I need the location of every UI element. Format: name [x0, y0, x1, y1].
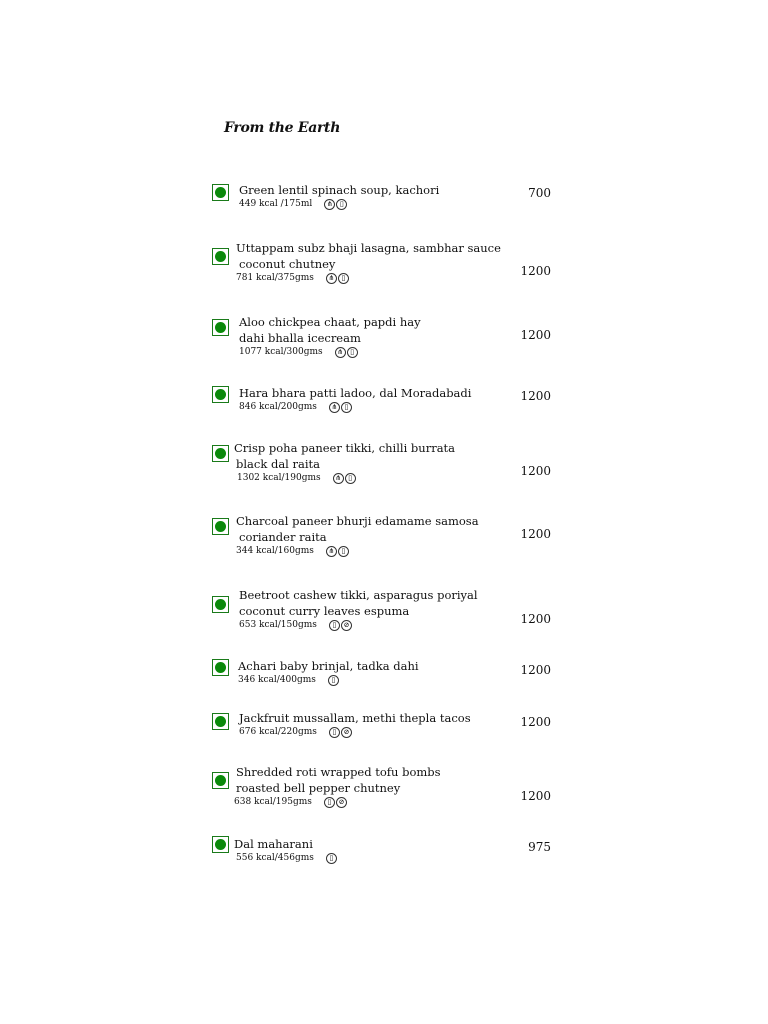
dish-price: 1200: [520, 715, 551, 729]
milk-icon: ▯: [328, 675, 339, 686]
calorie-text: 344 kcal/160gms: [236, 546, 314, 556]
calorie-text: 846 kcal/200gms: [239, 402, 317, 412]
dish-name-line2: coconut curry leaves espuma: [239, 604, 410, 618]
veg-symbol-icon: [212, 248, 229, 265]
veg-symbol-icon: [212, 319, 229, 336]
dish-name: Green lentil spinach soup, kachori: [239, 183, 440, 197]
dish-price: 1200: [520, 464, 551, 478]
menu-item: [212, 658, 557, 688]
dish-price: 1200: [520, 789, 551, 803]
wheat-icon: ⋔: [335, 347, 346, 358]
section-title: From the Earth: [224, 120, 341, 136]
veg-symbol-icon: [212, 713, 229, 730]
menu-item: [212, 513, 557, 561]
nut-icon: ⊘: [341, 727, 352, 738]
veg-symbol-icon: [212, 518, 229, 535]
dish-meta: [238, 674, 419, 686]
milk-icon: ▯: [341, 402, 352, 413]
milk-icon: ▯: [338, 546, 349, 557]
veg-symbol-icon: [212, 445, 229, 462]
wheat-icon: ⋔: [333, 473, 344, 484]
calorie-text: 676 kcal/220gms: [239, 727, 317, 737]
dish-name: Aloo chickpea chaat, papdi hay: [239, 315, 421, 329]
menu-item: [212, 764, 557, 812]
menu-item: [212, 240, 557, 288]
veg-symbol-icon: [212, 772, 229, 789]
calorie-text: 346 kcal/400gms: [238, 675, 316, 685]
dish-meta: [234, 796, 441, 808]
dish-name: Hara bhara patti ladoo, dal Moradabadi: [239, 386, 472, 400]
dish-price: 975: [528, 840, 551, 854]
dish-price: 1200: [520, 527, 551, 541]
dish-name: Charcoal paneer bhurji edamame samosa: [236, 514, 479, 528]
dish-price: 1200: [520, 612, 551, 626]
wheat-icon: ⋔: [329, 402, 340, 413]
calorie-text: 638 kcal/195gms: [234, 797, 312, 807]
milk-icon: ▯: [329, 620, 340, 631]
milk-icon: ▯: [329, 727, 340, 738]
nut-icon: ⊘: [336, 797, 347, 808]
menu-item: [212, 587, 557, 635]
dish-name: Achari baby brinjal, tadka dahi: [238, 659, 419, 673]
menu-item: [212, 710, 557, 740]
nut-icon: ⊘: [341, 620, 352, 631]
dish-meta: [239, 726, 471, 738]
milk-icon: ▯: [345, 473, 356, 484]
milk-icon: ▯: [338, 273, 349, 284]
dish-name: Shredded roti wrapped tofu bombs: [236, 765, 441, 779]
dish-meta: [234, 852, 337, 864]
veg-symbol-icon: [212, 836, 229, 853]
dish-meta: [239, 401, 471, 413]
menu-item: [212, 836, 557, 866]
calorie-text: 653 kcal/150gms: [239, 620, 317, 630]
dish-name: Uttappam subz bhaji lasagna, sambhar sauce: [236, 241, 501, 255]
dish-name-line2: roasted bell pepper chutney: [236, 781, 401, 795]
dish-name: Beetroot cashew tikki, asparagus poriyal: [239, 588, 478, 602]
milk-icon: ▯: [336, 199, 347, 210]
menu-item: [212, 182, 557, 212]
dish-name: Dal maharani: [234, 837, 313, 851]
dish-price: 1200: [520, 264, 551, 278]
dish-name: Jackfruit mussallam, methi thepla tacos: [239, 711, 471, 725]
dish-name-line2: black dal raita: [236, 457, 321, 471]
veg-symbol-icon: [212, 386, 229, 403]
menu-item: [212, 385, 557, 415]
dish-meta: [239, 198, 439, 210]
dish-price: 700: [528, 186, 551, 200]
menu-item: [212, 440, 557, 488]
dish-meta: [234, 472, 455, 484]
veg-symbol-icon: [212, 659, 229, 676]
dish-price: 1200: [520, 389, 551, 403]
dish-meta: [236, 545, 479, 557]
dish-price: 1200: [520, 663, 551, 677]
dish-meta: [239, 619, 478, 631]
dish-name-line2: coconut chutney: [239, 257, 336, 271]
veg-symbol-icon: [212, 596, 229, 613]
milk-icon: ▯: [347, 347, 358, 358]
dish-meta: [239, 346, 421, 358]
wheat-icon: ⋔: [326, 273, 337, 284]
dish-name-line2: dahi bhalla icecream: [239, 331, 361, 345]
menu-item: [212, 314, 557, 362]
milk-icon: ▯: [324, 797, 335, 808]
dish-price: 1200: [520, 328, 551, 342]
veg-symbol-icon: [212, 184, 229, 201]
calorie-text: 1302 kcal/190gms: [237, 473, 321, 483]
calorie-text: 449 kcal /175ml: [239, 199, 313, 209]
wheat-icon: ⋔: [324, 199, 335, 210]
calorie-text: 556 kcal/456gms: [236, 853, 314, 863]
dish-meta: [236, 272, 501, 284]
dish-name: Crisp poha paneer tikki, chilli burrata: [234, 441, 456, 455]
milk-icon: ▯: [326, 853, 337, 864]
calorie-text: 781 kcal/375gms: [236, 273, 314, 283]
wheat-icon: ⋔: [326, 546, 337, 557]
dish-name-line2: coriander raita: [239, 530, 327, 544]
calorie-text: 1077 kcal/300gms: [239, 347, 323, 357]
